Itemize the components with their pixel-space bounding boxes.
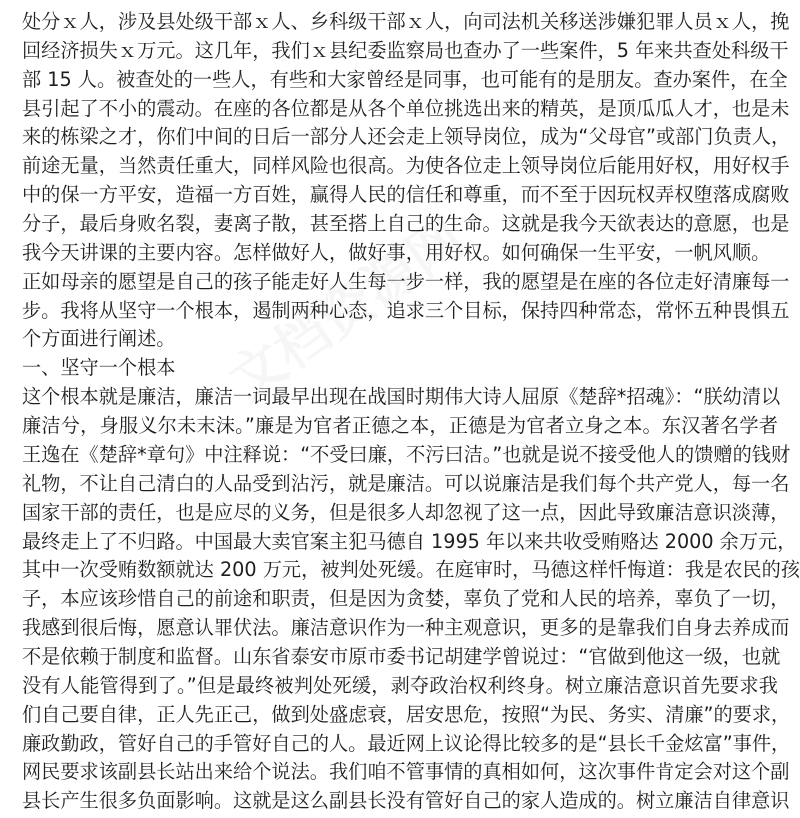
text-line: 王逸在《楚辞*章句》中注释说：“不受曰廉，不污曰洁。”也就是说不接受他人的馈赠的钱财 <box>22 443 791 466</box>
text-line: 其中一次受贿数额就达 200 万元，被判处死缓。在庭审时，马德这样忏悔道：我是农民的孩 <box>22 558 800 581</box>
text-line: 中的保一方平安，造福一方百姓，赢得人民的信任和尊重，而不至于因玩权弄权堕落成腐败 <box>22 183 790 206</box>
text-line: 们自己要自律，正人先正己，做到处盛虑衰，居安思危，按照“为民、务实、清廉”的要求， <box>22 703 791 726</box>
text-line: 正如母亲的愿望是自己的孩子能走好人生每一步一样，我的愿望是在座的各位走好清廉每一 <box>22 270 790 293</box>
text-line: 县长产生很多负面影响。这就是这么副县长没有管好自己的家人造成的。树立廉洁自律意识 <box>22 789 790 812</box>
text-line: 我今天讲课的主要内容。怎样做好人，做好事，用好权。如何确保一生平安，一帆风顺。 <box>22 241 771 264</box>
text-line: 前途无量，当然责任重大，同样风险也很高。为使各位走上领导岗位后能用好权，用好权手 <box>22 154 790 177</box>
text-line: 廉政勤政，管好自己的手管好自己的人。最近网上议论得比较多的是“县长千金炫富”事件， <box>22 732 791 755</box>
text-line: 来的栋梁之才，你们中间的日后一部分人还会走上领导岗位，成为“父母官”或部门负责人， <box>22 125 791 148</box>
section-heading: 一、坚守一个根本 <box>22 356 176 379</box>
text-line: 回经济损失ｘ万元。这几年，我们ｘ县纪委监察局也查办了一些案件，5 年来共查处科级干 <box>22 39 789 62</box>
text-line: 没有人能管得到了。”但是最终被判处死缓，剥夺政治权利终身。树立廉洁意识首先要求我 <box>22 674 778 697</box>
text-line: 国家干部的责任，也是应尽的义务，但是很多人却忽视了这一点，因此导致廉洁意识淡薄， <box>22 501 790 524</box>
text-line: 分子，最后身败名裂，妻离子散，甚至搭上自己的生命。这就是我今天欲表达的意愿，也是 <box>22 212 790 235</box>
text-line: 处分ｘ人，涉及县处级干部ｘ人、乡科级干部ｘ人，向司法机关移送涉嫌犯罪人员ｘ人，挽 <box>22 10 790 33</box>
text-line: 廉洁兮，身服义尔未末沫。”廉是为官者正德之本，正德是为官者立身之本。东汉著名学者 <box>22 414 778 437</box>
text-line: 这个根本就是廉洁，廉洁一词最早出现在战国时期伟大诗人屈原《楚辞*招魂》：“朕幼清以 <box>22 385 781 408</box>
text-line: 不是依赖于制度和监督。山东省泰安市原市委书记胡建学曾说过：“官做到他这一级，也就 <box>22 645 781 668</box>
text-line: 礼物，不让自己清白的人品受到沾污，就是廉洁。可以说廉洁是我们每个共产党人，每一名 <box>22 472 790 495</box>
text-line: 最终走上了不归路。中国最大卖官案主犯马德自 1995 年以来共收受贿赂达 2000 余万元， <box>22 530 797 553</box>
text-line: 网民要求该副县长站出来给个说法。我们咱不管事情的真相如何，这次事件肯定会对这个副 <box>22 760 790 783</box>
text-line: 子，本应该珍惜自己的前途和职责，但是因为贪婪，辜负了党和人民的培养，辜负了一切， <box>22 587 790 610</box>
text-line: 县引起了不小的震动。在座的各位都是从各个单位挑选出来的精英，是顶瓜瓜人才，也是未 <box>22 97 790 120</box>
text-line: 个方面进行阐述。 <box>22 327 176 350</box>
text-line: 我感到很后悔，愿意认罪伏法。廉洁意识作为一种主观意识，更多的是靠我们自身去养成而 <box>22 616 790 639</box>
text-line: 部 15 人。被查处的一些人，有些和大家曾经是同事，也可能有的是朋友。查办案件，在全 <box>22 68 788 91</box>
text-line: 步。我将从坚守一个根本，遏制两种心态，追求三个目标，保持四种常态，常怀五种畏惧五 <box>22 299 790 322</box>
